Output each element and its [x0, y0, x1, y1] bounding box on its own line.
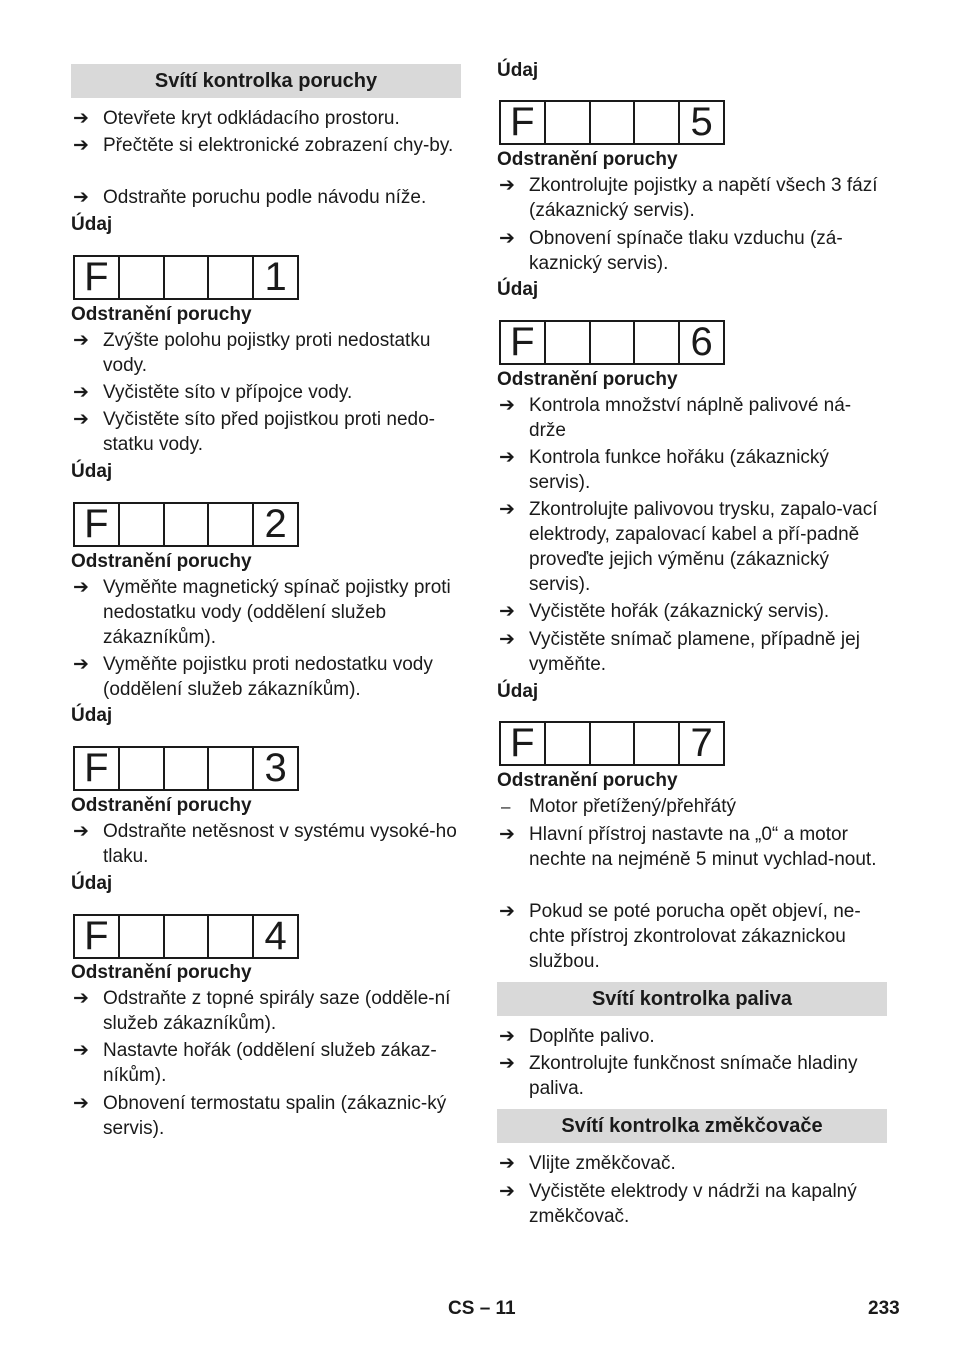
error-display-f5: [499, 100, 725, 145]
display-cell: [209, 748, 254, 789]
list-item: ➔ Pokud se poté porucha opět objeví, ne-chte přístroj zkontrolovat zákaznickou službou.: [499, 901, 861, 972]
list-item: ➔ Vyčistěte snímač plamene, případně jej vyměňte.: [499, 629, 860, 675]
arrow-right-icon: ➔: [499, 228, 515, 249]
arrow-right-icon: ➔: [499, 1053, 515, 1074]
arrow-right-icon: ➔: [499, 499, 515, 520]
arrow-right-icon: ➔: [73, 330, 89, 351]
arrow-right-icon: ➔: [499, 447, 515, 468]
list-item: ➔ Vlijte změkčovač.: [499, 1153, 676, 1174]
display-cell: F: [75, 748, 120, 789]
error-display-f1: [73, 255, 299, 300]
display-label: Údaj: [497, 60, 539, 81]
list-item: ➔ Obnovení termostatu spalin (zákaznic-ký servis).: [73, 1093, 447, 1139]
list-item: ➔ Doplňte palivo.: [499, 1026, 655, 1047]
arrow-right-icon: ➔: [499, 1153, 515, 1174]
display-cell: [635, 322, 680, 363]
display-label: Údaj: [497, 279, 539, 300]
list-item: ➔ Zkontrolujte pojistky a napětí všech 3 fází (zákaznický servis).: [499, 175, 878, 221]
list-item: ➔ Nastavte hořák (oddělení služeb zákaz-níkům).: [73, 1040, 437, 1086]
list-item: ➔ Vyměňte pojistku proti nedostatku vody (oddělení služeb zákazníkům).: [73, 654, 433, 700]
fix-label: Odstranění poruchy: [71, 795, 252, 816]
list-item: ➔ Zkontrolujte funkčnost snímače hladiny paliva.: [499, 1053, 858, 1099]
arrow-right-icon: ➔: [73, 988, 89, 1009]
fix-label: Odstranění poruchy: [497, 369, 678, 390]
display-label: Údaj: [71, 873, 113, 894]
fix-label: Odstranění poruchy: [71, 962, 252, 983]
display-cell: [165, 257, 210, 298]
footer-section-code: CS – 11: [448, 1298, 516, 1319]
error-display-f2: [73, 502, 299, 547]
display-label: Údaj: [71, 705, 113, 726]
arrow-right-icon: ➔: [73, 654, 89, 675]
display-cell: [209, 916, 254, 957]
fix-label: Odstranění poruchy: [71, 551, 252, 572]
list-item: ➔ Odstraňte netěsnost v systému vysoké-ho tlaku.: [73, 821, 457, 867]
display-cell: F: [75, 504, 120, 545]
fix-label: Odstranění poruchy: [497, 770, 678, 791]
list-item: ➔ Vyčistěte síto v přípojce vody.: [73, 382, 353, 403]
arrow-right-icon: ➔: [73, 108, 89, 129]
display-cell: 3: [264, 746, 287, 790]
arrow-right-icon: ➔: [73, 135, 89, 156]
display-cell: [546, 723, 591, 764]
display-cell: 7: [690, 721, 713, 765]
arrow-right-icon: ➔: [499, 1181, 515, 1202]
display-cell: [165, 916, 210, 957]
list-item: ➔ Odstraňte poruchu podle návodu níže.: [73, 187, 427, 208]
display-cell: 5: [690, 100, 713, 144]
display-cell: [120, 748, 165, 789]
arrow-right-icon: ➔: [499, 1026, 515, 1047]
list-item: ➔ Hlavní přístroj nastavte na „0“ a motor nechte na nejméně 5 minut vychlad-nout.: [499, 824, 877, 870]
display-cell: [165, 504, 210, 545]
list-item: ➔ Vyčistěte síto před pojistkou proti nedo-statku vody.: [73, 409, 435, 455]
fix-label: Odstranění poruchy: [71, 304, 252, 325]
display-cell: [635, 723, 680, 764]
display-label: Údaj: [71, 461, 113, 482]
list-item: ➔ Kontrola množství náplně palivové ná-drže: [499, 395, 852, 441]
display-cell: 4: [264, 914, 287, 958]
error-display-f4: [73, 914, 299, 959]
arrow-right-icon: ➔: [499, 824, 515, 845]
dash-icon: –: [501, 797, 511, 816]
arrow-right-icon: ➔: [73, 1093, 89, 1114]
arrow-right-icon: ➔: [73, 187, 89, 208]
display-cell: [120, 916, 165, 957]
list-item: ➔ Vyčistěte hořák (zákaznický servis).: [499, 601, 830, 622]
display-cell: F: [75, 916, 120, 957]
arrow-right-icon: ➔: [73, 577, 89, 598]
list-item: ➔ Vyčistěte elektrody v nádrži na kapalný změkčovač.: [499, 1181, 857, 1227]
list-item: ➔ Vyměňte magnetický spínač pojistky proti nedostatku vody (oddělení služeb zákazníkům).: [73, 577, 451, 648]
display-cell: [209, 504, 254, 545]
display-cell: [635, 102, 680, 143]
display-cell: [591, 723, 636, 764]
list-item: – Motor přetížený/přehřátý: [501, 796, 736, 817]
arrow-right-icon: ➔: [499, 395, 515, 416]
list-item: ➔ Zkontrolujte palivovou trysku, zapalo-vací elektrody, zapalovací kabel a pří-padně proveďte jejich výměnu (zákaznický servis).: [499, 499, 878, 595]
error-display-f3: [73, 746, 299, 791]
display-cell: [591, 322, 636, 363]
arrow-right-icon: ➔: [73, 382, 89, 403]
arrow-right-icon: ➔: [73, 409, 89, 430]
display-cell: F: [75, 257, 120, 298]
display-cell: 1: [264, 255, 287, 299]
error-display-f7: [499, 721, 725, 766]
display-label: Údaj: [497, 681, 539, 702]
list-item: ➔ Obnovení spínače tlaku vzduchu (zá-kaznický servis).: [499, 228, 843, 274]
arrow-right-icon: ➔: [73, 821, 89, 842]
list-item: ➔ Odstraňte z topné spirály saze (odděle-ní služeb zákazníkům).: [73, 988, 451, 1034]
fix-label: Odstranění poruchy: [497, 149, 678, 170]
error-display-f6: [499, 320, 725, 365]
display-cell: [165, 748, 210, 789]
list-item: ➔ Otevřete kryt odkládacího prostoru.: [73, 108, 400, 129]
arrow-right-icon: ➔: [499, 601, 515, 622]
display-cell: F: [501, 322, 546, 363]
display-cell: [209, 257, 254, 298]
display-cell: 2: [264, 502, 287, 546]
section-heading-error-light: Svítí kontrolka poruchy: [71, 64, 461, 98]
display-cell: F: [501, 723, 546, 764]
arrow-right-icon: ➔: [499, 175, 515, 196]
arrow-right-icon: ➔: [499, 901, 515, 922]
display-cell: [546, 102, 591, 143]
display-cell: F: [501, 102, 546, 143]
display-cell: [591, 102, 636, 143]
section-heading-fuel-light: Svítí kontrolka paliva: [497, 982, 887, 1016]
list-item: ➔ Zvýšte polohu pojistky proti nedostatku vody.: [73, 330, 431, 376]
display-label: Údaj: [71, 214, 113, 235]
display-cell: [120, 257, 165, 298]
section-heading-softener-light: Svítí kontrolka změkčovače: [497, 1109, 887, 1143]
arrow-right-icon: ➔: [499, 629, 515, 650]
list-item: ➔ Přečtěte si elektronické zobrazení chy-by.: [73, 135, 454, 156]
display-cell: [546, 322, 591, 363]
arrow-right-icon: ➔: [73, 1040, 89, 1061]
display-cell: 6: [690, 320, 713, 364]
list-item: ➔ Kontrola funkce hořáku (zákaznický servis).: [499, 447, 829, 493]
page-number: 233: [868, 1298, 900, 1319]
display-cell: [120, 504, 165, 545]
